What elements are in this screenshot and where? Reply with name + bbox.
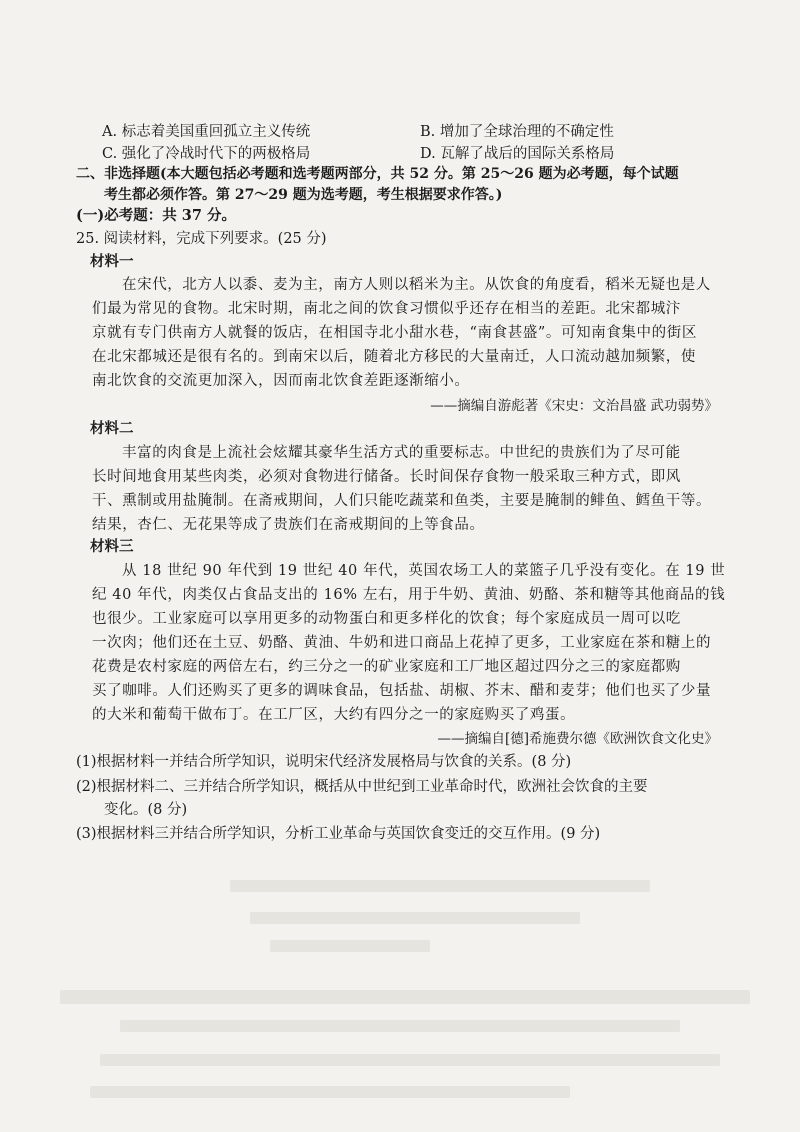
bleed-through-mark <box>230 880 650 892</box>
material-3-line: 也很少。工业家庭可以享用更多的动物蛋白和更多样化的饮食；每个家庭成员一周可以吃 <box>92 611 681 627</box>
bleed-through-mark <box>60 990 750 1004</box>
bleed-through-mark <box>270 940 430 952</box>
option-a: A. 标志着美国重回孤立主义传统 <box>102 124 311 140</box>
section2-heading-line2: 考生都必须作答。第 27～29 题为选考题，考生根据要求作答。) <box>104 187 503 203</box>
material-3-line: 从 18 世纪 90 年代到 19 世纪 40 年代，英国农场工人的菜篮子几乎没有变化。在 19 世 <box>122 563 726 579</box>
bleed-through-mark <box>120 1020 680 1032</box>
bleed-through-mark <box>100 1054 720 1066</box>
material-3-source: ——摘编自[德]希施费尔德《欧洲饮食文化史》 <box>437 731 718 747</box>
material-3-label: 材料三 <box>90 538 134 555</box>
material-2-line: 长时间地食用某些肉类，必须对食物进行储备。长时间保存食物一般采取三种方式，即风 <box>92 469 681 485</box>
sub-question-1: (1)根据材料一并结合所学知识，说明宋代经济发展格局与饮食的关系。(8 分) <box>76 754 572 770</box>
bleed-through-mark <box>90 1086 570 1098</box>
sub-question-2-line1: (2)根据材料二、三并结合所学知识，概括从中世纪到工业革命时代，欧洲社会饮食的主要 <box>76 779 648 795</box>
option-d: D. 瓦解了战后的国际关系格局 <box>420 146 615 162</box>
required-questions-heading: (一)必考题：共 37 分。 <box>76 207 236 224</box>
material-2-line: 丰富的肉食是上流社会炫耀其豪华生活方式的重要标志。中世纪的贵族们为了尽可能 <box>122 445 681 461</box>
option-b: B. 增加了全球治理的不确定性 <box>420 124 614 140</box>
bleed-through-mark <box>250 912 580 924</box>
option-c: C. 强化了冷战时代下的两极格局 <box>102 146 311 162</box>
material-1-line: 京就有专门供南方人就餐的饭店，在相国寺北小甜水巷，“南食甚盛”。可知南食集中的街区 <box>92 325 697 341</box>
material-3-line: 买了咖啡。人们还购买了更多的调味食品，包括盐、胡椒、芥末、醋和麦芽；他们也买了少量 <box>92 683 712 699</box>
sub-question-2-line2: 变化。(8 分) <box>104 802 188 818</box>
material-1-label: 材料一 <box>90 253 134 270</box>
material-2-line: 结果，杏仁、无花果等成了贵族们在斋戒期间的上等食品。 <box>92 517 485 533</box>
material-3-line: 花费是农村家庭的两倍左右，约三分之一的矿业家庭和工厂地区超过四分之三的家庭都购 <box>92 659 681 675</box>
material-1-source: ——摘编自游彪著《宋史：文治昌盛 武功弱势》 <box>430 398 718 414</box>
material-3-line: 纪 40 年代，肉类仅占食品支出的 16% 左右，用于牛奶、黄油、奶酪、茶和糖等其他商品的钱 <box>92 587 726 603</box>
question-25-title: 25. 阅读材料，完成下列要求。(25 分) <box>76 231 327 247</box>
sub-question-3: (3)根据材料三并结合所学知识，分析工业革命与英国饮食变迁的交互作用。(9 分) <box>76 826 601 842</box>
material-1-line: 在宋代，北方人以黍、麦为主，南方人则以稻米为主。从饮食的角度看，稻米无疑也是人 <box>122 277 711 293</box>
material-2-label: 材料二 <box>90 420 134 437</box>
material-1-line: 们最为常见的食物。北宋时期，南北之间的饮食习惯似乎还存在相当的差距。北宋都城汴 <box>92 301 681 317</box>
material-3-line: 一次肉；他们还在土豆、奶酪、黄油、牛奶和进口商品上花掉了更多，工业家庭在茶和糖上的 <box>92 635 712 651</box>
material-1-line: 在北宋都城还是很有名的。到南宋以后，随着北方移民的大量南迁，人口流动越加频繁，使 <box>92 349 696 365</box>
material-3-line: 的大米和葡萄干做布丁。在工厂区，大约有四分之一的家庭购买了鸡蛋。 <box>92 707 576 723</box>
section2-heading-line1: 二、非选择题(本大题包括必考题和选考题两部分，共 52 分。第 25～26 题为必考题，每个试题 <box>76 166 679 182</box>
material-2-line: 干、熏制或用盐腌制。在斋戒期间，人们只能吃蔬菜和鱼类，主要是腌制的鲱鱼、鳕鱼干等。 <box>92 493 712 509</box>
material-1-line: 南北饮食的交流更加深入，因而南北饮食差距逐渐缩小。 <box>92 373 470 389</box>
